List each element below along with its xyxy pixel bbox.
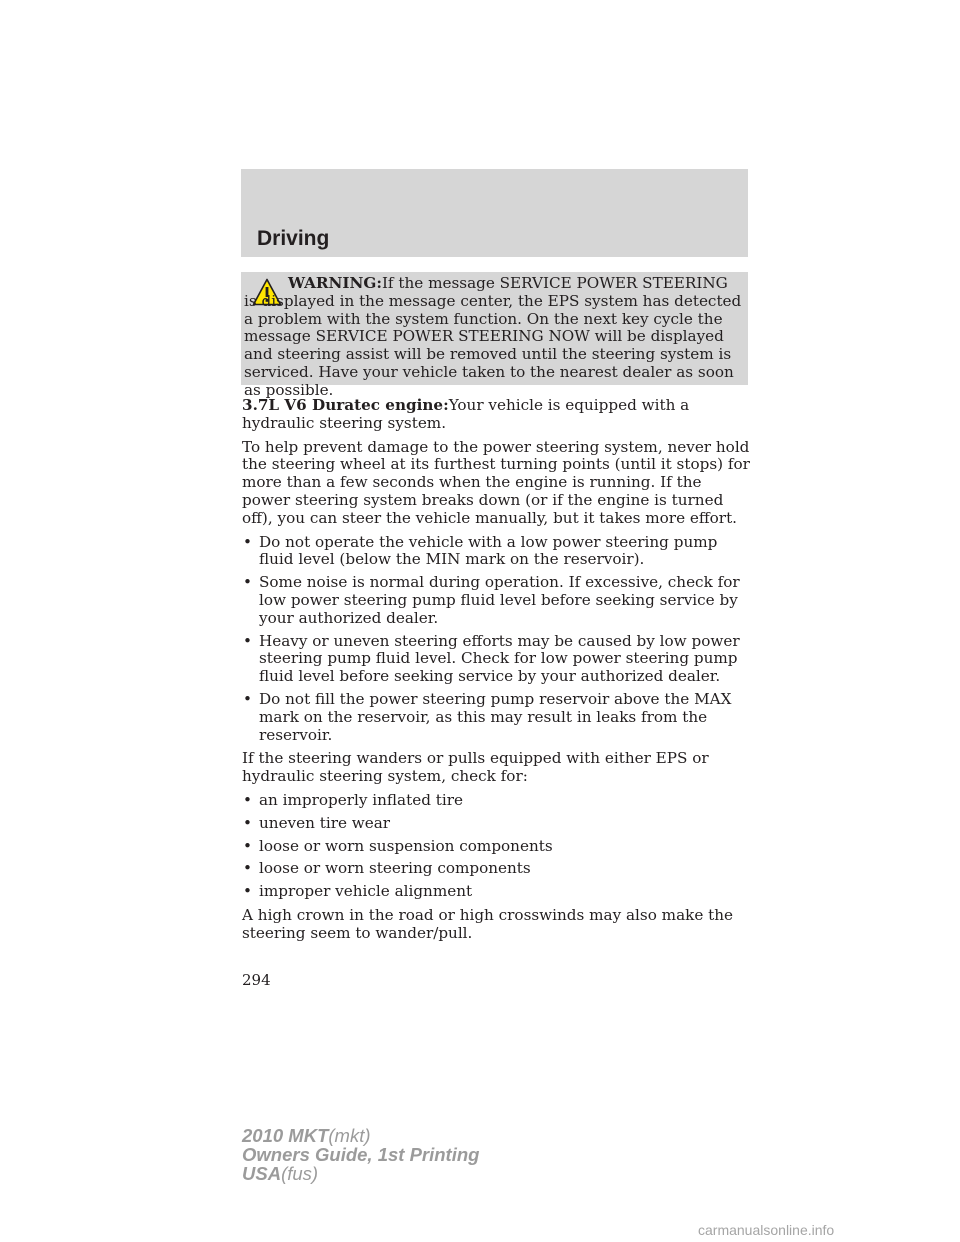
footer-model: 2010 MKT (242, 1125, 329, 1146)
engine-heading: 3.7L V6 Duratec engine: (242, 396, 449, 414)
watermark: carmanualsonline.info (698, 1222, 835, 1238)
warning-label: WARNING: (288, 274, 382, 292)
list-item (242, 574, 752, 627)
list-item (242, 792, 752, 810)
bullet-glyph: • (243, 631, 252, 650)
list-item (242, 534, 752, 570)
warning-text (244, 275, 744, 400)
list-item-text: Heavy or uneven steering efforts may be caused by low power steering pump fluid level. Check for low power steering pump fluid level before seeking service by your authorized dealer. (259, 631, 740, 686)
crown-paragraph: A high crown in the road or high crosswinds may also make the steering seem to wander/pull. (242, 905, 734, 942)
list-item-text: Do not operate the vehicle with a low power steering pump fluid level (below the MIN mark on the reservoir). (259, 532, 718, 569)
list-item-text: improper vehicle alignment (259, 882, 473, 901)
bullet-glyph: • (243, 813, 252, 832)
bullet-glyph: • (243, 882, 252, 901)
footer-region-code: (fus) (281, 1163, 319, 1184)
engine-paragraph (242, 397, 752, 433)
list-item (242, 883, 752, 901)
list-item (242, 860, 752, 878)
footer-guide: Owners Guide, 1st Printing (242, 1144, 480, 1165)
check-bullet-list (242, 792, 752, 901)
bullet-glyph: • (243, 689, 252, 708)
engine-text: Your vehicle is equipped with a hydraulic steering system. (242, 396, 690, 432)
bullet-glyph: • (243, 836, 252, 855)
bullet-glyph: • (243, 532, 252, 551)
warning-box (241, 272, 748, 399)
list-item-text: Some noise is normal during operation. If excessive, check for low power steering pump fluid level before seeking service by your authorized dealer. (259, 573, 740, 627)
footer-model-code: (mkt) (328, 1125, 371, 1146)
list-item (242, 815, 752, 833)
bullet-glyph: • (243, 859, 252, 878)
list-item-text: Do not fill the power steering pump reservoir above the MAX mark on the reservoir, as this may result in leaks from the reservoir. (259, 689, 732, 744)
list-item-text: an improperly inflated tire (259, 790, 463, 809)
page-number: 294 (242, 971, 271, 989)
warning-body: If the message SERVICE POWER STEERING is displayed in the message center, the EPS system has detected a problem with the system function. On the next key cycle the message SERVICE POWER STEERING NOW will be displayed and steering assist will be removed until the steering system is serviced. Have your vehicle taken to the nearest dealer as soon as possible. (244, 274, 742, 399)
fluid-bullet-list (242, 534, 752, 745)
footer-region: USA (242, 1163, 282, 1184)
list-item (242, 691, 752, 744)
wanders-paragraph: If the steering wanders or pulls equipped with either EPS or hydraulic steering system, check for: (242, 749, 709, 786)
footer-region-line (242, 1164, 479, 1183)
list-item-text: uneven tire wear (259, 813, 391, 832)
list-item-text: loose or worn suspension components (259, 836, 553, 855)
footer-model-line (242, 1126, 479, 1145)
list-item (242, 633, 752, 686)
prevent-damage-paragraph: To help prevent damage to the power steering system, never hold the steering wheel at its furthest turning points (until it stops) for more than a few seconds when the engine is running. If the power steering system breaks down (or if the engine is turned off), you can steer the vehicle manually, but it takes more effort. (242, 437, 750, 527)
section-header-band (241, 169, 748, 257)
main-content (242, 397, 752, 949)
list-item (242, 838, 752, 856)
footer-guide-line (242, 1145, 479, 1164)
bullet-glyph: • (243, 573, 252, 592)
section-title: Driving (257, 227, 330, 250)
footer (242, 1126, 479, 1183)
bullet-glyph: • (243, 790, 252, 809)
list-item-text: loose or worn steering components (259, 859, 531, 878)
